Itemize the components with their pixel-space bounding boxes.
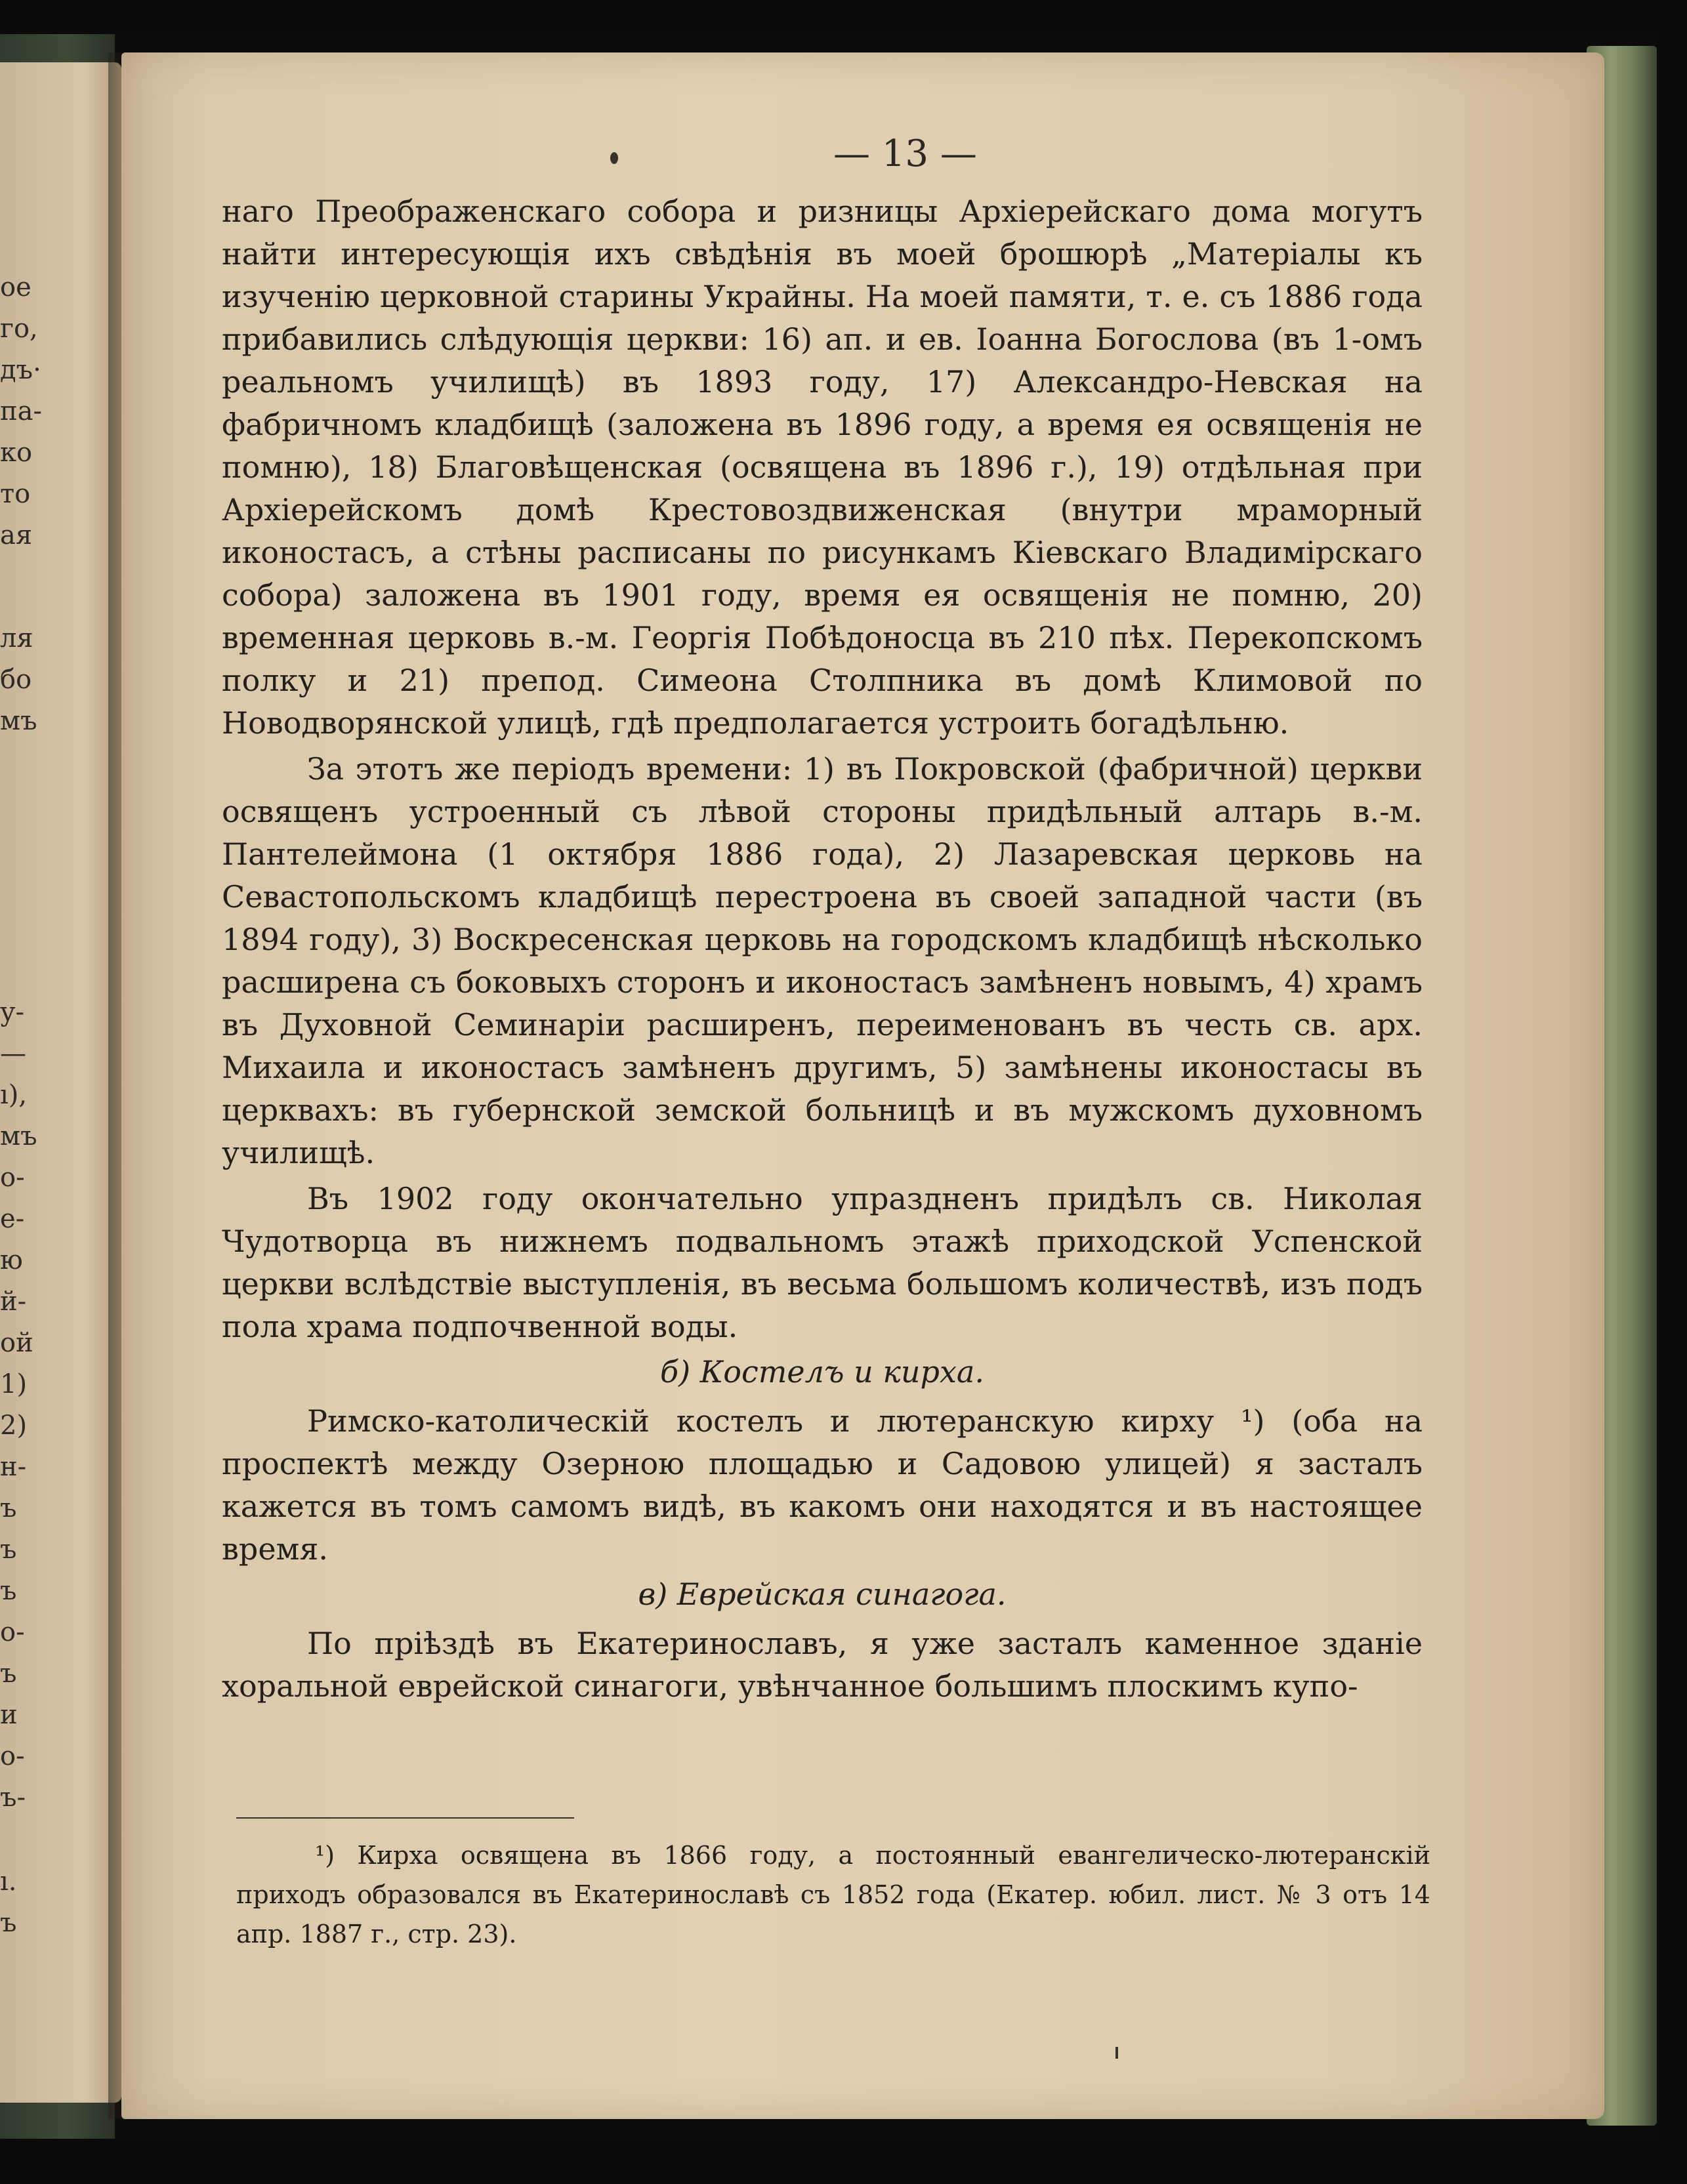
left-page-fragment: ъ xyxy=(0,1493,17,1523)
left-page-fragment: о- xyxy=(0,1617,25,1647)
left-page-fragment: у- xyxy=(0,997,25,1027)
ink-spot xyxy=(610,152,618,164)
paragraph: Въ 1902 году окончательно упраздненъ придѣлъ св. Николая Чудотворца въ нижнемъ подвальномъ этажѣ приходской Успенской церкви вслѣдствіе выступленія, въ весьма большомъ количествѣ, изъ подъ пола храма подпочвенной воды. xyxy=(222,1181,1423,1344)
footnote-divider xyxy=(236,1817,574,1819)
scanner-border-bottom xyxy=(0,2139,1687,2184)
left-page-fragment: го, xyxy=(0,314,38,344)
left-page-fragment: па- xyxy=(0,396,43,426)
book-page xyxy=(121,52,1604,2119)
left-page-fragment: ая xyxy=(0,520,33,550)
paragraph: За этотъ же періодъ времени: 1) въ Покровской (фабричной) церкви освященъ устроенный съ лѣвой стороны придѣльный алтарь в.-м. Пантелеймона (1 октября 1886 года), 2) Лазаревская церковь на Севастопольскомъ кладбищѣ перестроена въ своей западной части (въ 1894 году), 3) Воскресенская церковь на городскомъ кладбищѣ нѣсколько расширена съ боковыхъ сторонъ и иконостасъ замѣненъ новымъ, 4) храмъ въ Духовной Семинаріи расширенъ, переименованъ въ честь св. арх. Михаила и иконостасъ замѣненъ другимъ, 5) замѣнены иконостасы въ церквахъ: въ губернской земской больницѣ и въ мужскомъ духовномъ училищѣ. xyxy=(222,751,1423,1170)
left-page-fragment: то xyxy=(0,479,31,509)
left-page-fragment: ъ xyxy=(0,1908,17,1938)
left-page-fragment: е- xyxy=(0,1204,25,1234)
footnote: ¹) Кирха освящена въ 1866 году, а постоянный евангелическо-лютеранскій приходъ образовался въ Екатеринославѣ съ 1852 года (Екатер. юбил. лист. № 3 отъ 14 апр. 1887 г., стр. 23). xyxy=(236,1841,1430,1948)
left-page-fragment: дъ· xyxy=(0,355,41,385)
left-page-fragment: ı), xyxy=(0,1080,28,1110)
page-number-header: — 13 — xyxy=(833,133,977,175)
left-page-fragment: ъ xyxy=(0,1576,17,1606)
left-page-fragment: ъ- xyxy=(0,1782,26,1813)
left-page-fragment: и xyxy=(0,1700,18,1730)
scanner-border-right xyxy=(1657,0,1687,2184)
left-page-fragment: о- xyxy=(0,1741,25,1771)
left-page-fragment: ı. xyxy=(0,1866,17,1897)
left-page-fragment: 1) xyxy=(0,1369,28,1399)
left-page-fragment: ой xyxy=(0,1328,33,1358)
left-page-fragment: ля xyxy=(0,623,33,653)
left-page-fragment: н- xyxy=(0,1452,27,1482)
left-page-fragment: мъ xyxy=(0,706,37,736)
paragraph: Римско-католическій костелъ и лютеранскую кирху ¹) (оба на проспектѣ между Озерною площадью и Садовою улицей) я засталъ кажется въ томъ самомъ видѣ, въ какомъ они находятся и въ настоящее время. xyxy=(222,1403,1423,1567)
page-body xyxy=(222,190,1423,1708)
section-heading: б) Костелъ и кирха. xyxy=(660,1354,984,1390)
left-page-fragment: ко xyxy=(0,438,33,468)
paragraph: наго Преображенскаго собора и ризницы Архіерейскаго дома могутъ найти интересующія ихъ свѣдѣнія въ моей брошюрѣ „Матеріалы къ изученію церковной старины Украйны. На моей памяти, т. е. съ 1886 года прибавились слѣдующія церкви: 16) ап. и ев. Іоанна Богослова (въ 1-омъ реальномъ училищѣ) въ 1893 году, 17) Александро-Невская на фабричномъ кладбищѣ (заложена въ 1896 году, а время ея освященія не помню), 18) Благовѣщенская (освящена въ 1896 г.), 19) отдѣльная при Архіерейскомъ домѣ Крестовоздвиженская (внутри мраморный иконостасъ, а стѣны расписаны по рисункамъ Кіевскаго Владимірскаго собора) заложена въ 1901 году, время ея освященія не помню, 20) временная церковь в.-м. Георгія Побѣдоносца въ 210 пѣх. Перекопскомъ полку и 21) препод. Симеона Столпника въ домѣ Климовой по Новодворянской улицѣ, гдѣ предполагается устроить богадѣльню. xyxy=(222,194,1423,741)
left-page-fragment: ъ xyxy=(0,1535,17,1565)
left-page-fragment: ю xyxy=(0,1245,23,1275)
left-page-fragment: ъ xyxy=(0,1659,17,1689)
left-page-fragment: ое xyxy=(0,272,31,302)
left-page-fragment: бо xyxy=(0,665,32,695)
left-page-fragment: о- xyxy=(0,1163,25,1193)
left-page-fragment: й- xyxy=(0,1287,27,1317)
paragraph: По пріѣздѣ въ Екатеринославъ, я уже засталъ каменное зданіе хоральной еврейской синагоги, увѣнчанное большимъ плоскимъ купо- xyxy=(222,1626,1423,1704)
page-mark-bottom xyxy=(1115,2047,1118,2059)
left-page-fragment: — xyxy=(0,1039,26,1069)
left-facing-page xyxy=(0,62,121,2103)
left-page-fragment: мъ xyxy=(0,1121,37,1151)
footnotes xyxy=(236,1836,1430,1954)
scanner-border-top xyxy=(0,0,1687,34)
left-page-fragment: 2) xyxy=(0,1411,28,1441)
section-heading: в) Еврейская синагога. xyxy=(638,1576,1007,1612)
